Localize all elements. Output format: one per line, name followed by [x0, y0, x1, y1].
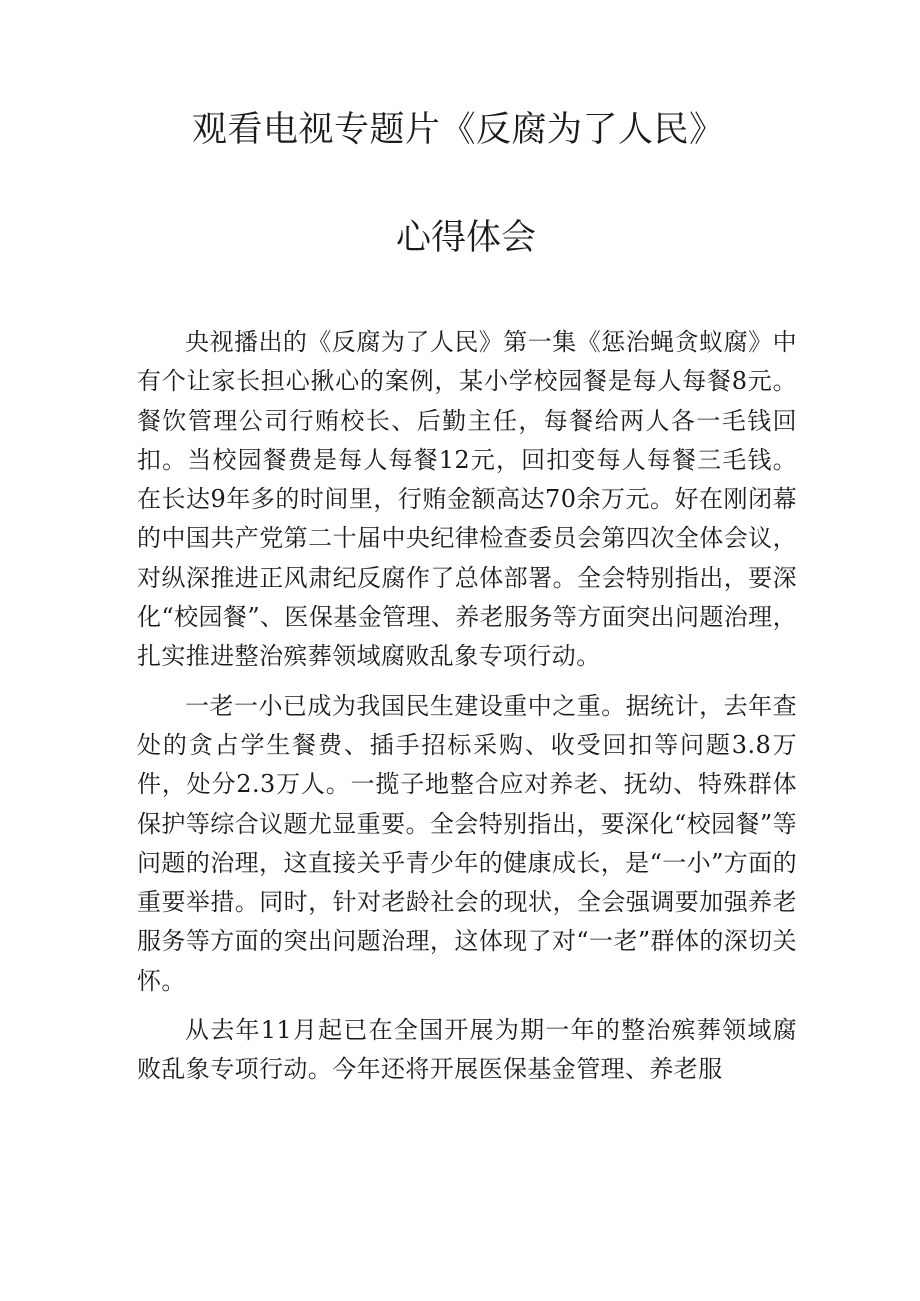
document-title-line-2: 心得体会	[396, 218, 537, 258]
body-paragraph-2: 一老一小已成为我国民生建设重中之重。据统计，去年查处的贪占学生餐费、插手招标采购、收受回扣等问题3.8万件，处分2.3万人。一揽子地整合应对养老、抚幼、特殊群体保护等综合议题尤显重要。全会特别指出，要深化“校园餐”等问题的治理，这直接关乎青少年的健康成长，是“一小”方面的重要举措。同时，针对老龄社会的现状，全会强调要加强养老服务等方面的突出问题治理，这体现了对“一老”群体的深切关怀。	[137, 691, 797, 995]
body-paragraph-3: 从去年11月起已在全国开展为期一年的整治殡葬领域腐败乱象专项行动。今年还将开展医保基金管理、养老服	[137, 1016, 797, 1084]
body-paragraph-1: 央视播出的《反腐为了人民》第一集《惩治蝇贪蚁腐》中有个让家长担心揪心的案例，某小学校园餐是每人每餐8元。餐饮管理公司行贿校长、后勤主任，每餐给两人各一毛钱回扣。当校园餐费是每人每餐12元，回扣变每人每餐三毛钱。在长达9年多的时间里，行贿金额高达70余万元。好在刚闭幕的中国共产党第二十届中央纪律检查委员会第四次全体会议，对纵深推进正风肃纪反腐作了总体部署。全会特别指出，要深化“校园餐”、医保基金管理、养老服务等方面突出问题治理，扎实推进整治殡葬领域腐败乱象专项行动。	[137, 328, 797, 671]
document-body	[137, 323, 797, 1100]
document-title-line-1: 观看电视专题片《反腐为了人民》	[192, 110, 725, 150]
